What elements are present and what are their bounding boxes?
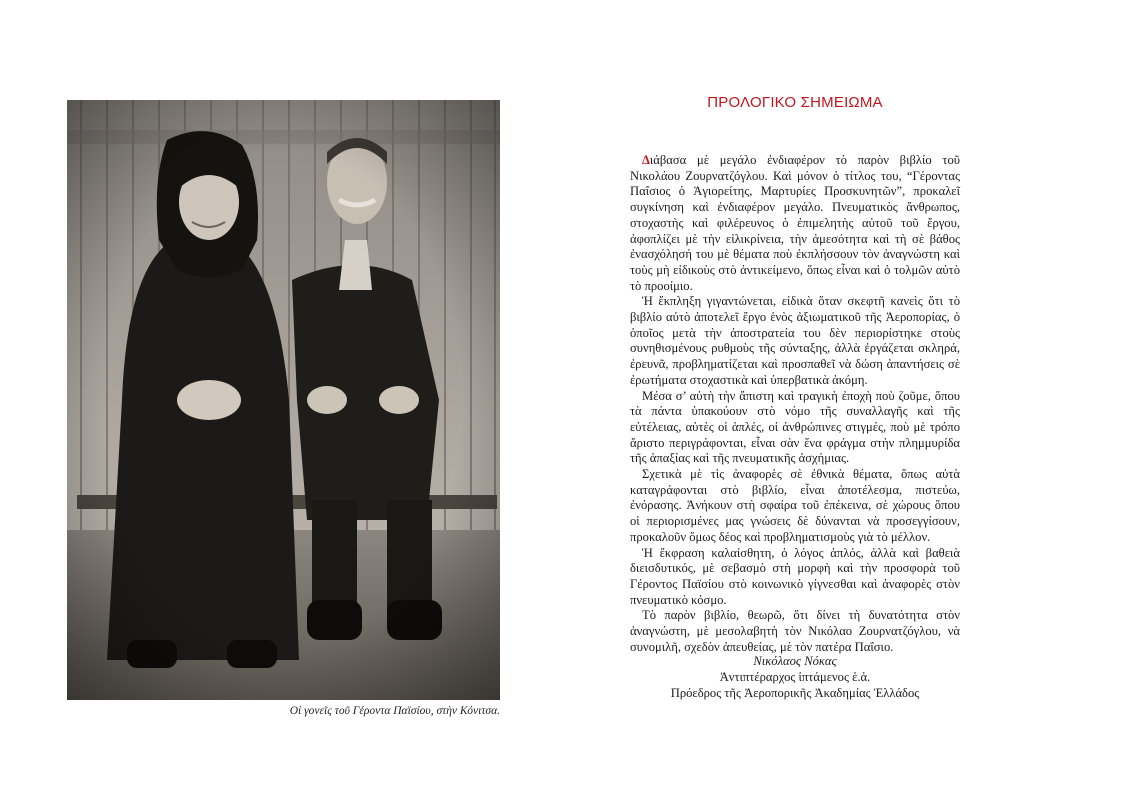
paragraph: Μέσα σ’ αὐτὴ τὴν ἄπιστη καὶ τραγικὴ ἐποχὴ ποὺ ζοῦμε, ὅπου τὰ πάντα ὑπακούουν στὸ νόμο τῆς συναλλαγῆς καὶ τῆς εὐτέλειας, αὐτὲς οἱ ἁπλές, οἱ ἀνθρώπινες στιγμές, ποὺ μὲ τρόπο ἄριστο περιγράφονται, εἶναι σὰν ἕνα φράγμα στὴν πλημμυρίδα τῆς ἀπαξίας καὶ τῆς πνευματικῆς ἀσχήμιας. [630,388,960,466]
photo-caption: Οἱ γονεῖς τοῦ Γέροντα Παϊσίου, στὴν Κόνιτσα. [289,705,500,717]
paragraph: Σχετικὰ μὲ τὶς ἀναφορὲς σὲ ἐθνικὰ θέματα, ὅπως αὐτὰ καταγράφονται στὸ βιβλίο, εἶναι ἀποτέλεσμα, πιστεύω, ἐνόρασης. Ἀνήκουν στὴ σφαίρα τοῦ ἐπέκεινα, σὲ χώρους ὅπου οἱ περιορισμένες μας γνώσεις δὲ δύνανται νὰ προσεγγίσουν, προκαλοῦν ὅμως δέος καὶ προβληματισμοὺς γιὰ τὸ μέλλον. [630,467,960,544]
drop-cap: Δ [642,153,650,167]
paragraph: Τὸ παρὸν βιβλίο, θεωρῶ, ὅτι δίνει τὴ δυνατότητα στὸν ἀναγνώστη, μὲ μεσολαβητὴ τὸν Νικόλαο Ζουρνατζόγλου, νὰ συνομιλῆ, σχεδὸν ἀπευθείας, μὲ τὸν πατέρα Παΐσιο. [630,608,960,654]
page-heading: ΠΡΟΛΟΓΙΚΟ ΣΗΜΕΙΩΜΑ [707,94,883,111]
prologue-body [630,153,960,656]
paragraph [630,153,960,294]
signatory-name: Νικόλαος Νόκας [753,654,837,668]
family-photograph [67,100,500,700]
signatory-position: Πρόεδρος τῆς Ἀεροπορικῆς Ἀκαδημίας Ἑλλάδος [670,686,920,700]
paragraph: Ἡ ἔκπληξη γιγαντώνεται, εἰδικὰ ὅταν σκεφτῆ κανεὶς ὅτι τὸ βιβλίο αὐτὸ ἀποτελεῖ ἔργο ἑνὸς ἀξιωματικοῦ τῆς Ἀεροπορίας, ὁ ὁποῖος μετὰ τὴν ἀποστρατεία του δὲν περιορίστηκε στοὺς συνηθισμένους ρυθμοὺς τῆς σύνταξης, ἀλλὰ ἐργάζεται σκληρά, ἐρευνᾶ, προβληματίζεται καὶ προσπαθεῖ νὰ δώση ἀπαντήσεις σὲ ἐρωτήματα στοχαστικὰ καὶ ὑπερβατικὰ ἀκόμη. [630,294,960,387]
signatory-rank: Ἀντιπτέραρχος ἱπτάμενος ἑ.ἀ. [719,670,871,684]
paragraph-text: ιάβασα μὲ μεγάλο ἐνδιαφέρον τὸ παρὸν βιβλίο τοῦ Νικολάου Ζουρνατζόγλου. Καὶ μόνον ὁ τίτλος του, “Γέροντας Παΐσιος ὁ Ἁγιορείτης, Μαρτυρίες Προσκυνητῶν”, προκαλεῖ συγκίνηση καὶ ἐνδιαφέρον μεγάλο. Πνευματικὸς ἄνθρωπος, στοχαστὴς καὶ φιλέρευνος ὁ ἐπιμελητὴς αὐτοῦ τοῦ ἔργου, ἀφοπλίζει μὲ τὴν εἰλικρίνεια, τὴν ἀμεσότητα καὶ τὴ σὲ βάθος ἐνασχόλησή του μὲ θέματα ποὺ ἐκπλήσσουν τὸν ἀναγνώστη καὶ τοὺς μὴ εἰδικοὺς στὸ ἀντικείμενο, ὅπως εἶναι καὶ ὁ τολμῶν αὐτὸ τὸ προοίμιο. [630,153,960,293]
signature-block [630,653,960,701]
paragraph: Ἡ ἔκφραση καλαίσθητη, ὁ λόγος ἁπλός, ἀλλὰ καὶ βαθειὰ διεισδυτικός, μὲ σεβασμὸ στὴ μορφὴ καὶ τὴν προσφορὰ τοῦ Γέροντος Παϊσίου στὸ κοινωνικὸ γίγνεσθαι καὶ ἀναφορὲς στὸν πνευματικὸ κόσμο. [630,545,960,607]
photo-illustration [67,100,500,700]
